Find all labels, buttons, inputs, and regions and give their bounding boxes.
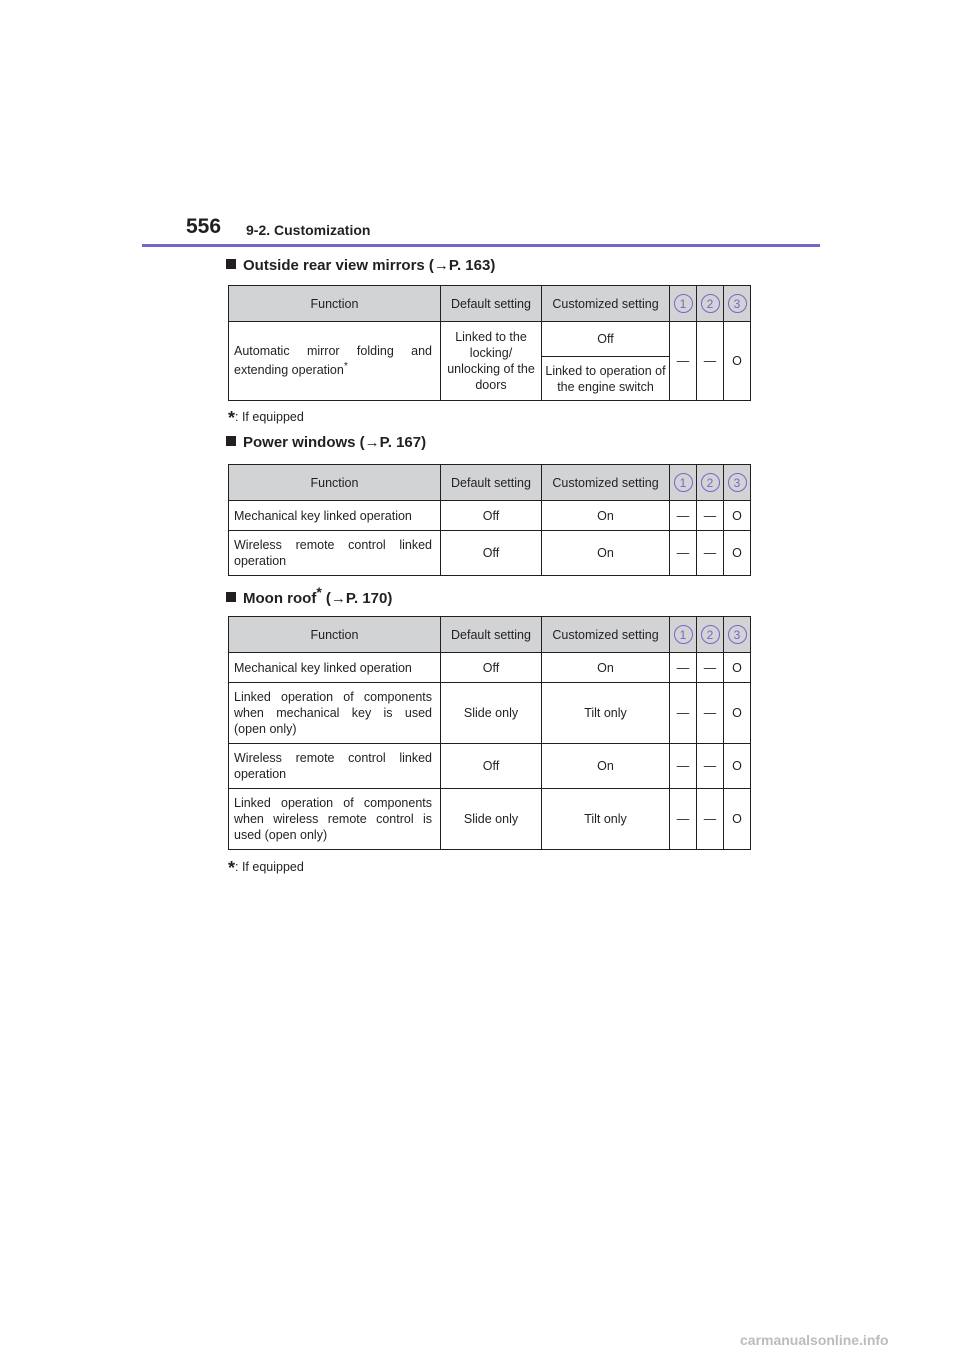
col-header-2: [697, 465, 724, 501]
asterisk-mark: *: [343, 361, 348, 373]
col-header-3: [724, 465, 751, 501]
function-cell: Automatic mirror folding and extending operation*: [229, 322, 441, 401]
function-cell: Linked operation of components when wireless remote control is used (open only): [229, 789, 441, 850]
col-header-default: Default setting: [441, 286, 542, 322]
col-header-1: [670, 465, 697, 501]
windows-heading: [226, 434, 426, 451]
mode-3-cell: O: [724, 683, 751, 744]
table-header-row: [229, 465, 751, 501]
mirrors-table: [228, 285, 751, 401]
col-header-2: [697, 617, 724, 653]
mode-2-cell: —: [697, 789, 724, 850]
bullet-square-icon: [226, 259, 236, 269]
default-cell: Off: [441, 501, 542, 531]
mode-2-cell: —: [697, 501, 724, 531]
mode-1-cell: —: [670, 531, 697, 576]
page-header: [0, 0, 960, 250]
asterisk-mark: *: [228, 858, 236, 878]
col-header-function: Function: [229, 286, 441, 322]
custom-cell: Tilt only: [542, 683, 670, 744]
number-1-circle-icon: 1: [674, 294, 693, 313]
asterisk-mark: *: [228, 408, 236, 428]
mode-3-cell: O: [724, 744, 751, 789]
number-2-circle-icon: 2: [701, 294, 720, 313]
header-rule: [142, 244, 820, 247]
mode-3-cell: O: [724, 789, 751, 850]
moonroof-footnote: *: If equipped: [228, 858, 304, 878]
mode-2-cell: —: [697, 683, 724, 744]
mode-1-cell: —: [670, 744, 697, 789]
col-header-customized: Customized setting: [542, 617, 670, 653]
custom-cell: On: [542, 653, 670, 683]
custom-cell: Linked to operation of the engine switch: [542, 357, 670, 401]
default-cell: Off: [441, 653, 542, 683]
default-cell: Off: [441, 531, 542, 576]
mode-1-cell: —: [670, 653, 697, 683]
mode-3-cell: O: [724, 531, 751, 576]
function-cell: Wireless remote control linked operation: [229, 531, 441, 576]
windows-heading-text: Power windows (→P. 167): [243, 434, 427, 451]
col-header-default: Default setting: [441, 617, 542, 653]
function-cell: Linked operation of components when mechanical key is used (open only): [229, 683, 441, 744]
default-cell: Slide only: [441, 789, 542, 850]
col-header-customized: Customized setting: [542, 465, 670, 501]
function-cell: Mechanical key linked operation: [229, 501, 441, 531]
col-header-2: [697, 286, 724, 322]
function-cell: Mechanical key linked operation: [229, 653, 441, 683]
table-row: [229, 653, 751, 683]
mode-1-cell: —: [670, 322, 697, 401]
custom-cell: On: [542, 744, 670, 789]
page-number: 556: [186, 215, 222, 238]
custom-cell: Tilt only: [542, 789, 670, 850]
col-header-3: [724, 617, 751, 653]
table-row: [229, 789, 751, 850]
default-cell: Linked to the locking/ unlocking of the doors: [441, 322, 542, 401]
mode-3-cell: O: [724, 653, 751, 683]
number-2-circle-icon: 2: [701, 625, 720, 644]
windows-table: [228, 464, 751, 576]
number-3-circle-icon: 3: [728, 294, 747, 313]
custom-cell: Off: [542, 322, 670, 357]
mode-3-cell: O: [724, 322, 751, 401]
moonroof-heading: [226, 584, 392, 607]
custom-cell: On: [542, 531, 670, 576]
mode-2-cell: —: [697, 322, 724, 401]
mirrors-heading: [226, 257, 495, 274]
custom-cell: On: [542, 501, 670, 531]
mode-2-cell: —: [697, 744, 724, 789]
mirrors-heading-text: Outside rear view mirrors (→P. 163): [243, 257, 496, 274]
table-row: [229, 744, 751, 789]
col-header-customized: Customized setting: [542, 286, 670, 322]
mode-1-cell: —: [670, 501, 697, 531]
bullet-square-icon: [226, 592, 236, 602]
table-header-row: [229, 286, 751, 322]
number-3-circle-icon: 3: [728, 625, 747, 644]
watermark: carmanualsonline.info: [740, 1332, 889, 1348]
mode-1-cell: —: [670, 789, 697, 850]
col-header-function: Function: [229, 617, 441, 653]
section-title: 9-2. Customization: [246, 222, 371, 238]
function-cell: Wireless remote control linked operation: [229, 744, 441, 789]
col-header-default: Default setting: [441, 465, 542, 501]
moonroof-table: [228, 616, 751, 850]
mode-2-cell: —: [697, 653, 724, 683]
mode-1-cell: —: [670, 683, 697, 744]
number-3-circle-icon: 3: [728, 473, 747, 492]
moonroof-heading-name: Moon roof: [243, 590, 317, 607]
col-header-1: [670, 617, 697, 653]
mirrors-footnote: *: If equipped: [228, 408, 304, 428]
number-2-circle-icon: 2: [701, 473, 720, 492]
default-cell: Off: [441, 744, 542, 789]
col-header-3: [724, 286, 751, 322]
number-1-circle-icon: 1: [674, 625, 693, 644]
table-row: [229, 501, 751, 531]
table-row: [229, 322, 751, 357]
col-header-function: Function: [229, 465, 441, 501]
number-1-circle-icon: 1: [674, 473, 693, 492]
mode-3-cell: O: [724, 501, 751, 531]
moonroof-heading-ref: (→P. 170): [321, 590, 393, 607]
table-row: [229, 683, 751, 744]
table-row: [229, 531, 751, 576]
bullet-square-icon: [226, 436, 236, 446]
default-cell: Slide only: [441, 683, 542, 744]
col-header-1: [670, 286, 697, 322]
asterisk-mark: *: [316, 584, 322, 600]
table-header-row: [229, 617, 751, 653]
mode-2-cell: —: [697, 531, 724, 576]
